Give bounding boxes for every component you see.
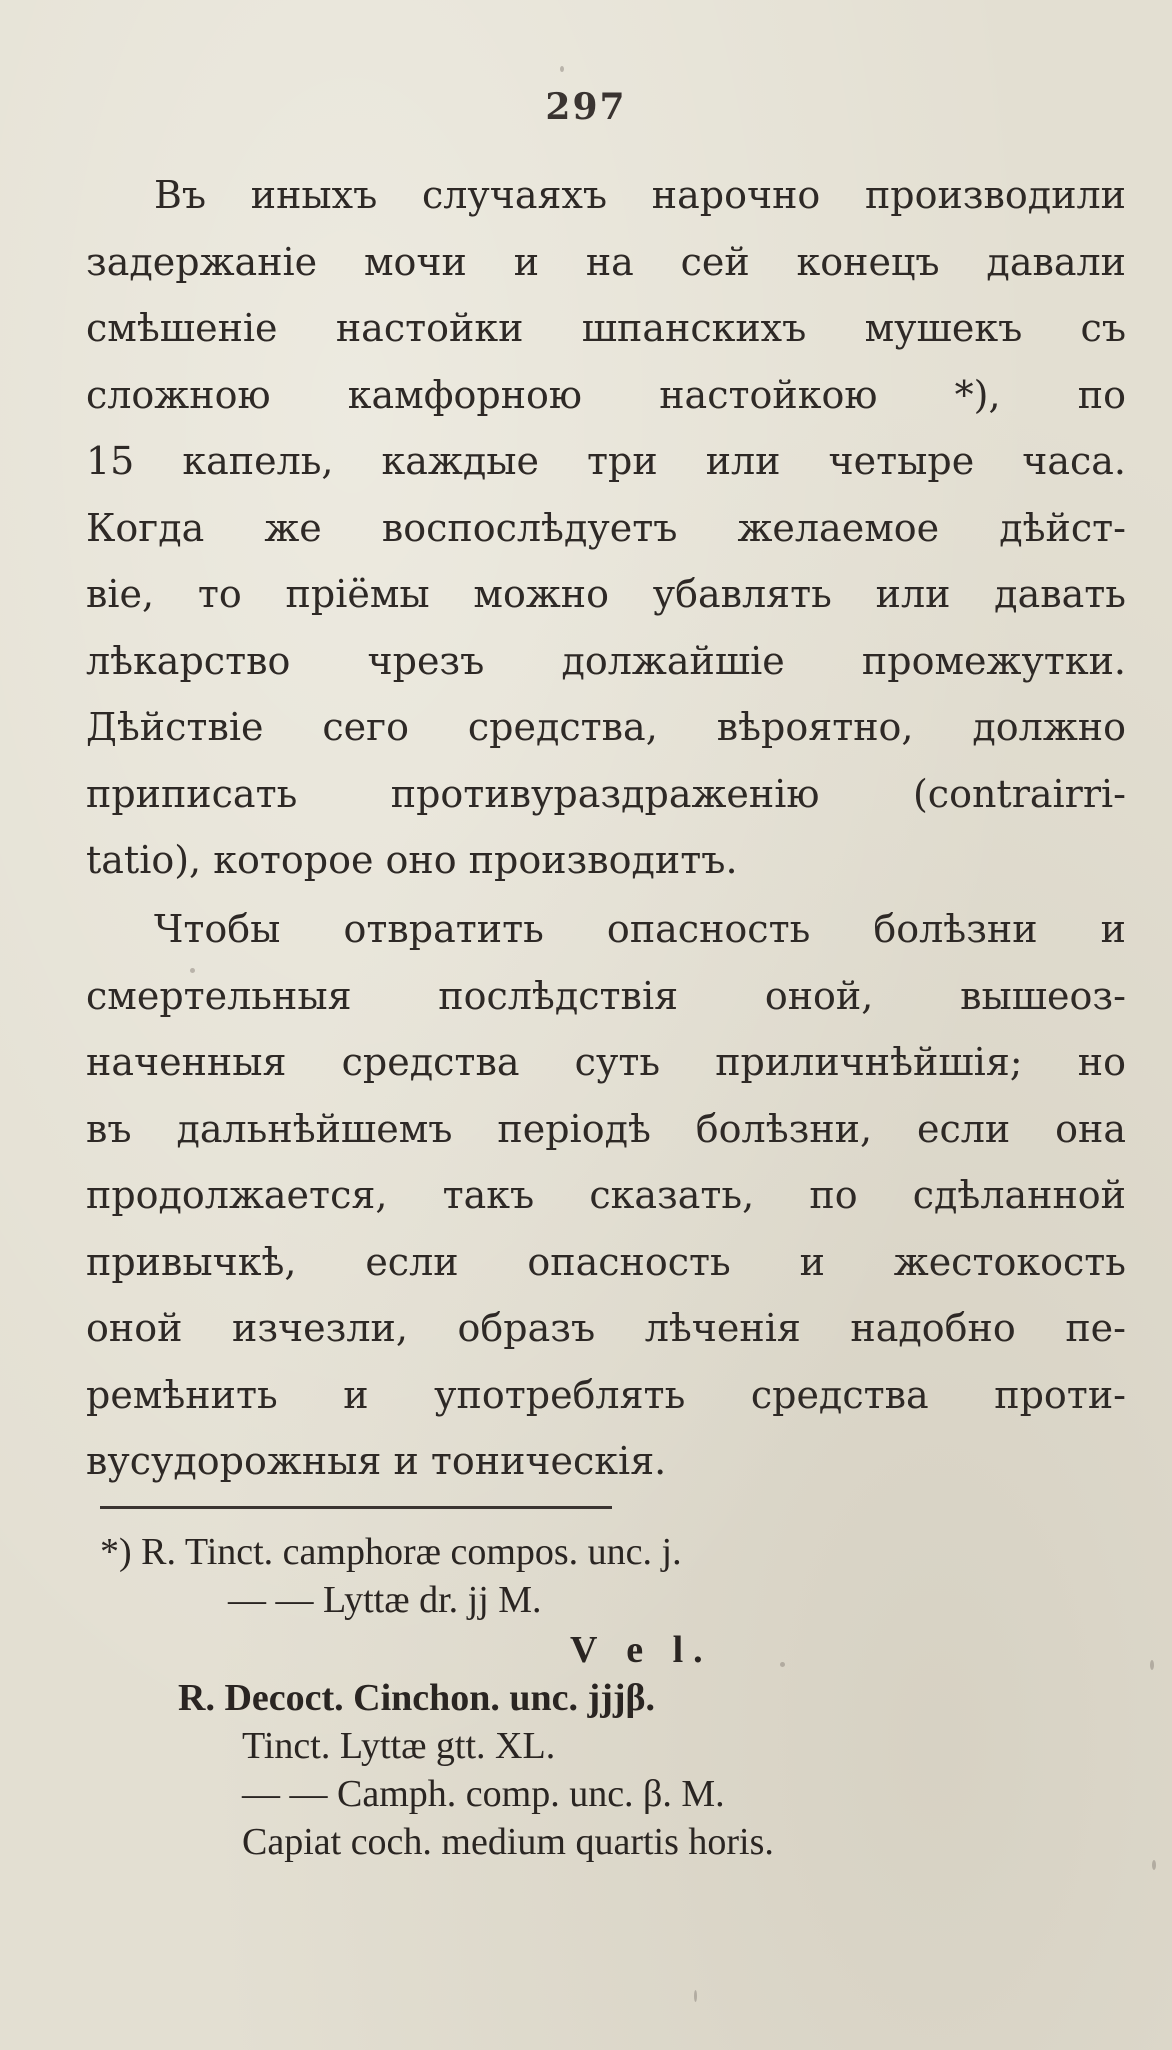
text-line: оной изчезли, образъ лѣченія надобно пе- — [86, 1306, 1126, 1350]
footnote-line: *) R. Tinct. camphoræ compos. unc. j. — [100, 1531, 682, 1573]
text-line: смѣшеніе настойки шпанскихъ мушекъ съ — [86, 306, 1126, 350]
text-line: смертельныя послѣдствія оной, вышеоз- — [86, 973, 1126, 1018]
paper-speck — [780, 1662, 785, 1667]
footnote-line: — — Lyttæ dr. jj M. — [228, 1579, 542, 1621]
footnote-divider — [100, 1506, 612, 1509]
paragraph-1 — [86, 162, 1126, 894]
footnote-vel: V e l. — [570, 1629, 713, 1671]
footnote — [100, 1528, 1100, 1866]
text-line: ремѣнить и употреблять средства проти- — [86, 1372, 1126, 1417]
footnote-line: Tinct. Lyttæ gtt. XL. — [242, 1725, 556, 1767]
paper-speck — [1150, 1660, 1154, 1670]
text-line: віе, то пріёмы можно убавлять или давать — [86, 572, 1126, 616]
paper-speck — [560, 66, 564, 72]
text-line: продолжается, такъ сказать, по сдѣланной — [86, 1173, 1126, 1217]
paper-speck — [1152, 1860, 1156, 1870]
text-line: tatio), которое оно производитъ. — [86, 838, 738, 882]
text-line: сложною камфорною настойкою *), по — [86, 372, 1126, 417]
paragraph-2 — [86, 896, 1126, 1495]
footnote-line: — — Camph. comp. unc. β. M. — [242, 1773, 725, 1815]
text-line: Въ иныхъ случаяхъ нарочно производили — [154, 173, 1126, 217]
footnote-line: R. Decoct. Cinchon. unc. jjjβ. — [178, 1677, 656, 1719]
paper-speck — [190, 968, 195, 973]
text-line: вусудорожныя и тоническія. — [86, 1439, 667, 1483]
text-line: 15 капель, каждые три или четыре часа. — [86, 439, 1126, 483]
text-line: задержаніе мочи и на сей конецъ давали — [86, 239, 1126, 284]
text-line: лѣкарство чрезъ должайшіе промежутки. — [86, 638, 1126, 683]
text-line: привычкѣ, если опасность и жестокость — [86, 1239, 1126, 1284]
text-line: наченныя средства суть приличнѣйшія; но — [86, 1040, 1126, 1084]
footnote-line: Capiat coch. medium quartis horis. — [242, 1821, 774, 1863]
text-line: Чтобы отвратить опасность болѣзни и — [154, 907, 1126, 951]
text-line: въ дальнѣйшемъ періодѣ болѣзни, если она — [86, 1106, 1126, 1151]
paper-speck — [694, 1990, 697, 2002]
text-line: приписать противураздраженію (contrairri- — [86, 771, 1126, 816]
text-line: Когда же воспослѣдуетъ желаемое дѣйст- — [86, 505, 1126, 550]
text-line: Дѣйствіе сего средства, вѣроятно, должно — [86, 705, 1126, 749]
page-number: 297 — [545, 86, 627, 128]
